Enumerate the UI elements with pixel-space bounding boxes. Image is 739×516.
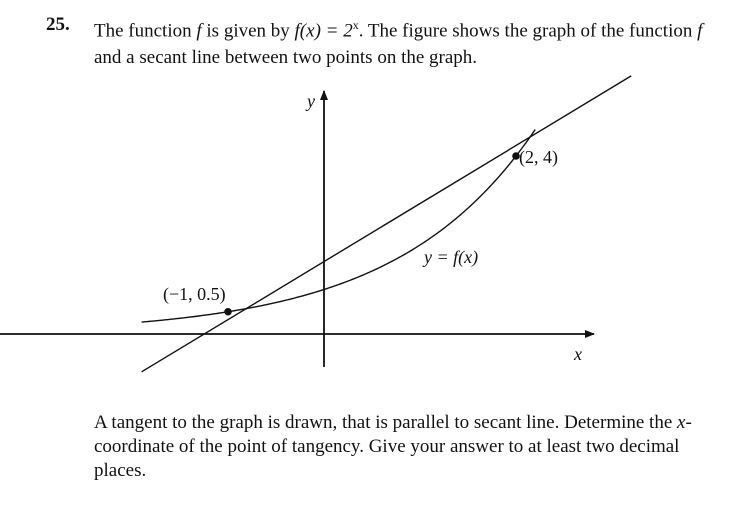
exponent: x <box>352 18 359 32</box>
x-axis-label: x <box>574 344 582 364</box>
y-axis-label: y <box>307 91 315 111</box>
task-x-symbol: x <box>677 412 686 433</box>
task-text-1: A tangent to the graph is drawn, that is parallel to secant line. Determine the <box>94 412 673 433</box>
intro-text-1: The function <box>94 20 192 42</box>
secant-line <box>142 76 632 372</box>
point-label-2: (2, 4) <box>519 147 558 167</box>
points-layer <box>224 152 520 315</box>
series-layer <box>142 76 632 372</box>
point-1 <box>224 308 232 316</box>
point-label-1: (−1, 0.5) <box>163 284 226 304</box>
intro-text-2: is given by <box>206 20 290 42</box>
intro-text-4: and a secant line between two points on the graph. <box>94 47 478 69</box>
function-symbol: f <box>196 20 202 42</box>
curve-label: y = f(x) <box>424 247 479 267</box>
function-symbol-2: f <box>697 20 703 42</box>
task-text <box>94 411 714 483</box>
labels-layer <box>163 147 558 305</box>
axes <box>0 91 594 367</box>
intro-text-3: . The figure shows the graph of the function <box>358 20 693 42</box>
question-number: 25. <box>46 14 70 35</box>
function-definition: f(x) = 2 <box>294 20 353 42</box>
task-text-3: -coordinate of the point of tangency. Give your answer to at least two decimal places. <box>94 412 692 481</box>
